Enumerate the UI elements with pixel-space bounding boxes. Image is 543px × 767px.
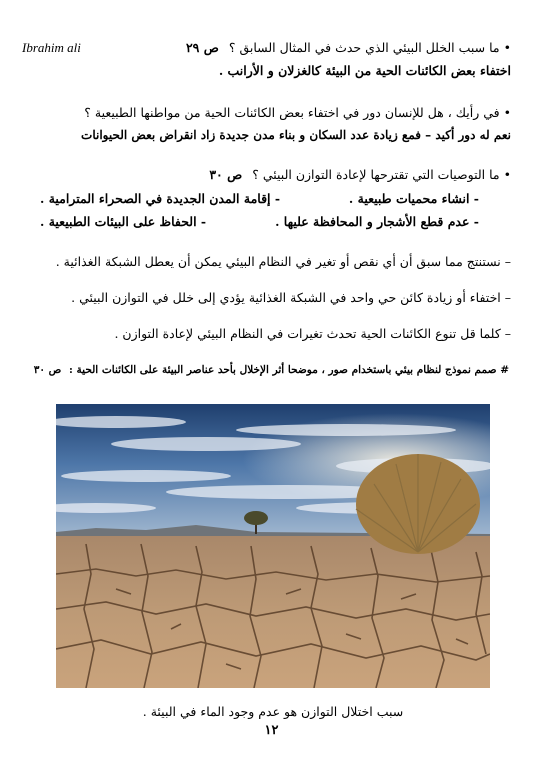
question-1 <box>22 40 511 55</box>
question-3-text: ما التوصيات التي تقترحها لإعادة التوازن البيئي ؟ <box>252 167 500 182</box>
page-number: ١٢ <box>264 723 279 738</box>
answer-2: نعم له دور أكيد – فمع زيادة عدد السكان و بناء مدن جديدة زاد انقراض بعض الحيوانات <box>81 128 511 142</box>
task-text: # صمم نموذج لنظام بيئي باستخدام صور ، موضحا أثر الإخلال بأحد عناصر البيئة على الكائنات الحية : <box>68 364 509 376</box>
conclusion-line: – كلما قل تنوع الكائنات الحية تحدث تغيرات في النظام البيئي لإعادة التوازن . <box>114 326 511 341</box>
page-reference: ص ٣٠ <box>209 167 243 182</box>
bullet: • <box>503 40 511 55</box>
photo-caption: سبب اختلال التوازن هو عدم وجود الماء في البيئة . <box>142 704 404 719</box>
recommendation-item: - عدم قطع الأشجار و المحافظة عليها . <box>275 214 479 229</box>
conclusion-line: – نستنتج مما سبق أن أي نقص أو تغير في النظام البيئي يمكن أن يعطل الشبكة الغذائية . <box>55 254 511 269</box>
cracked-earth-image <box>56 404 490 688</box>
question-2-text: في رأيك ، هل للإنسان دور في اختفاء بعض الكائنات الحية من مواطنها الطبيعية ؟ <box>84 105 500 120</box>
author-name: Ibrahim ali <box>22 40 81 55</box>
dry-shrub <box>356 454 480 554</box>
page-reference: ص ٢٩ <box>185 40 219 55</box>
question-1-text: ما سبب الخلل البيئي الذي حدث في المثال السابق ؟ <box>228 40 500 55</box>
design-task <box>34 364 509 376</box>
recommendation-item: - انشاء محميات طبيعية . <box>348 191 479 206</box>
answer-1: اختفاء بعض الكائنات الحية من البيئة كالغزلان و الأرانب . <box>218 63 511 78</box>
bullet: • <box>503 105 511 120</box>
recommendations-row-2 <box>40 214 479 229</box>
recommendation-item: - الحفاظ على البيئات الطبيعية . <box>40 214 207 229</box>
bullet: • <box>503 167 511 182</box>
desert-photo <box>56 404 490 688</box>
question-3 <box>22 167 511 182</box>
page-reference: ص ٣٠ <box>33 364 62 376</box>
conclusion-line: – اختفاء أو زيادة كائن حي واحد في الشبكة الغذائية يؤدي إلى خلل في التوازن البيئي . <box>71 290 511 305</box>
recommendations-row-1 <box>40 191 479 206</box>
question-2 <box>22 105 511 120</box>
recommendation-item: - إقامة المدن الجديدة في الصحراء المترامية . <box>40 191 281 206</box>
